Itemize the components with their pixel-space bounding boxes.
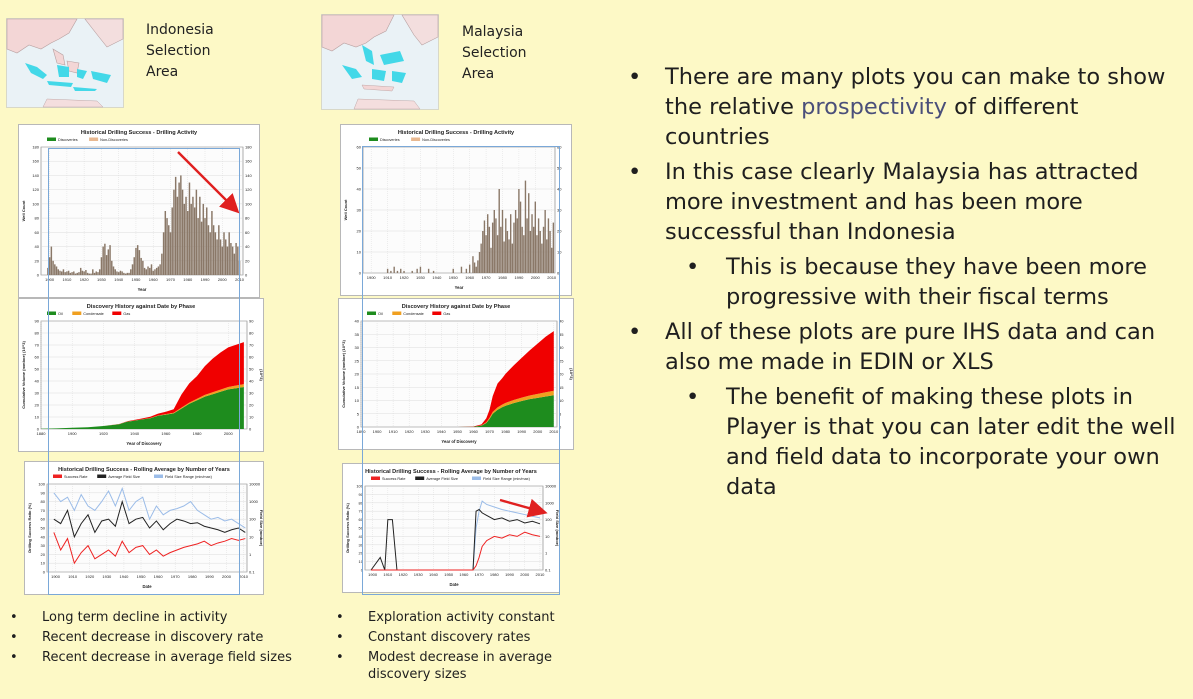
x-axis-label: Year of Discovery (126, 441, 162, 446)
legend-label: Gas (443, 312, 451, 316)
y2-tick-label: 10 (545, 533, 550, 539)
y-tick-label: 40 (34, 378, 39, 384)
y-tick-label: 90 (358, 491, 363, 497)
bullet-fiscal-terms: • This is because they have been more progressive with their fiscal terms (620, 252, 1180, 312)
legend-label: Gas (123, 312, 131, 316)
x-tick-label: 1880 (36, 431, 46, 436)
y-tick-label: 0 (42, 569, 45, 575)
malaysia-note: • Modest decrease in average discovery sizes (332, 649, 582, 683)
legend-label: Field Size Range (min/max) (165, 475, 212, 479)
x-tick-label: 2010 (239, 574, 249, 579)
y-tick-label: 50 (40, 525, 45, 531)
x-axis-label: Date (142, 584, 152, 589)
y2-tick-label: 40 (249, 378, 254, 384)
y2-tick-label: 30 (249, 390, 254, 396)
legend-label: Oil (378, 312, 383, 316)
x-tick-label: 1940 (432, 275, 442, 280)
legend-label: Non-Discoveries (422, 138, 450, 142)
x-tick-label: 1960 (153, 574, 163, 579)
y-tick-label: 0 (36, 426, 39, 432)
x-tick-label: 1980 (498, 275, 507, 280)
y2-tick-label: 20 (557, 228, 562, 234)
x-tick-label: 1900 (368, 572, 378, 577)
y2-tick-label: 10 (557, 249, 562, 255)
x-tick-label: 1950 (131, 277, 141, 282)
y-tick-label: 90 (40, 490, 45, 496)
y-tick-label: 50 (356, 165, 361, 171)
y-tick-label: 20 (40, 551, 45, 557)
indonesia-note: • Recent decrease in average field sizes (6, 649, 326, 666)
x-tick-label: 1910 (383, 275, 393, 280)
bullet-prospectivity: • There are many plots you can make to show the relative prospectivity of different countries (620, 62, 1180, 152)
y2-tick-label: 10000 (249, 481, 261, 487)
x-tick-label: 1900 (45, 277, 55, 282)
y2-tick-label: 40 (245, 244, 250, 250)
y-axis-label: Well Count (21, 200, 26, 222)
x-tick-label: 1980 (183, 277, 193, 282)
y2-tick-label: 20 (249, 402, 254, 408)
x-tick-label: 1930 (413, 572, 423, 577)
x-tick-label: 1920 (79, 277, 89, 282)
y-tick-label: 70 (358, 508, 363, 514)
x-tick-label: 1940 (130, 431, 140, 436)
y-tick-label: 40 (34, 244, 39, 250)
legend-label: Condensate (83, 312, 104, 316)
y-tick-label: 0 (36, 272, 39, 278)
legend-label: Discoveries (58, 138, 78, 142)
indonesia-decline-arrow (178, 152, 236, 210)
y2-axis-label: (10^3) (259, 369, 264, 381)
x-tick-label: 1920 (399, 275, 409, 280)
y-tick-label: 0 (358, 270, 361, 276)
y2-tick-label: 10 (249, 414, 254, 420)
y-tick-label: 20 (34, 258, 39, 264)
x-tick-label: 1940 (114, 277, 124, 282)
y-tick-label: 60 (356, 144, 361, 150)
x-tick-label: 1920 (404, 429, 414, 434)
x-tick-label: 1930 (96, 277, 106, 282)
y-tick-label: 40 (354, 318, 359, 324)
y2-tick-label: 30 (559, 345, 564, 350)
x-tick-label: 2000 (533, 429, 543, 434)
chart-title: Historical Drilling Success - Drilling Activity (397, 130, 515, 136)
x-tick-label: 1940 (429, 572, 438, 577)
y2-tick-label: 100 (545, 517, 552, 523)
x-tick-label: 1930 (420, 429, 430, 434)
y-tick-label: 160 (32, 158, 39, 164)
malaysia-note: • Constant discovery rates (332, 629, 582, 646)
y-tick-label: 80 (40, 499, 45, 505)
y-tick-label: 120 (32, 187, 39, 193)
y-tick-label: 15 (354, 384, 359, 390)
y2-tick-label: 20 (245, 258, 250, 264)
y2-tick-label: 20 (559, 371, 564, 377)
malaysia-notes (332, 609, 582, 686)
y-tick-label: 50 (358, 525, 363, 531)
y2-tick-label: 1 (545, 550, 548, 556)
y2-tick-label: 1 (249, 551, 252, 557)
y2-tick-label: 90 (249, 318, 254, 324)
y-tick-label: 70 (34, 342, 39, 348)
bullet-ihs-data: • All of these plots are pure IHS data and can also me made in EDIN or XLS (620, 317, 1180, 377)
y2-axis-label: Field Size (mmboe) (259, 509, 264, 547)
y-tick-label: 30 (356, 207, 361, 213)
x-tick-label: 2010 (235, 277, 245, 282)
x-tick-label: 1950 (136, 574, 146, 579)
y2-tick-label: 1000 (545, 500, 554, 506)
x-tick-label: 1910 (388, 429, 398, 434)
y2-tick-label: 160 (245, 158, 252, 164)
y-tick-label: 5 (356, 411, 359, 417)
x-tick-label: 1990 (514, 275, 524, 280)
y2-tick-label: 50 (557, 165, 562, 171)
y-tick-label: 10 (358, 559, 363, 565)
y2-tick-label: 10000 (545, 483, 557, 489)
y-tick-label: 10 (356, 249, 361, 255)
y-tick-label: 35 (354, 331, 359, 337)
y2-tick-label: 35 (559, 331, 564, 337)
y2-tick-label: 70 (249, 342, 254, 348)
y-tick-label: 20 (358, 550, 363, 556)
y-tick-label: 30 (34, 390, 39, 396)
y-axis-label: Cumulative Volume (mmboe) (10^3) (21, 341, 26, 409)
y2-tick-label: 60 (245, 229, 250, 235)
y2-tick-label: 60 (557, 144, 562, 150)
x-tick-label: 1900 (372, 429, 382, 434)
x-tick-label: 1940 (436, 429, 446, 434)
x-tick-label: 1980 (489, 572, 499, 577)
y-tick-label: 60 (34, 229, 39, 235)
y-tick-label: 0 (360, 567, 363, 573)
y2-tick-label: 40 (557, 186, 562, 192)
chart-title: Historical Drilling Success - Rolling Average by Number of Years (58, 467, 230, 473)
y2-tick-label: 50 (249, 366, 254, 372)
legend-label: Discoveries (380, 138, 400, 142)
y-tick-label: 10 (34, 414, 39, 420)
y-tick-label: 60 (34, 354, 39, 360)
x-tick-label: 1900 (51, 574, 61, 579)
x-tick-label: 1960 (148, 277, 158, 282)
x-tick-label: 1920 (398, 572, 408, 577)
x-tick-label: 1980 (187, 574, 197, 579)
y2-tick-label: 80 (249, 330, 254, 336)
y-tick-label: 0 (356, 424, 359, 430)
chart-title: Discovery History against Date by Phase (86, 304, 196, 310)
x-tick-label: 1960 (465, 275, 475, 280)
y2-tick-label: 100 (249, 516, 256, 522)
x-tick-label: 2010 (549, 429, 559, 434)
y2-tick-label: 100 (245, 201, 252, 207)
y-tick-label: 80 (34, 215, 39, 221)
x-axis-label: Year (137, 287, 147, 292)
y-tick-label: 25 (354, 358, 359, 364)
legend-label: Success Rate (382, 477, 406, 481)
y-axis-label: Well Count (343, 199, 348, 221)
y-tick-label: 10 (40, 560, 45, 566)
x-tick-label: 1930 (102, 574, 112, 579)
y-tick-label: 80 (34, 330, 39, 336)
legend-label: Average Field Size (108, 475, 141, 479)
y-tick-label: 40 (356, 186, 361, 192)
y2-tick-label: 60 (249, 354, 254, 360)
x-tick-label: 1910 (383, 572, 393, 577)
x-tick-label: 1970 (485, 429, 494, 434)
legend-label: Condensate (403, 312, 424, 316)
x-tick-label: 1960 (459, 572, 469, 577)
y2-tick-label: 0 (249, 426, 252, 432)
y-tick-label: 80 (358, 500, 363, 506)
x-tick-label: 1960 (469, 429, 478, 434)
x-tick-label: 1930 (415, 275, 425, 280)
y2-tick-label: 0.1 (545, 567, 551, 573)
y-axis-label: Cumulative Volume (mmboe) (10^3) (341, 340, 346, 408)
x-tick-label: 1990 (517, 429, 527, 434)
x-tick-label: 1970 (474, 572, 484, 577)
y2-tick-label: 140 (245, 172, 252, 178)
y-tick-label: 100 (38, 481, 45, 487)
legend-label: Success Rate (64, 475, 88, 479)
y-tick-label: 40 (358, 533, 363, 539)
chart-title: Historical Drilling Success - Drilling Activity (80, 130, 198, 136)
y2-tick-label: 30 (557, 207, 562, 213)
x-tick-label: 2010 (547, 275, 557, 280)
x-tick-label: 1900 (366, 275, 376, 280)
y2-tick-label: 40 (559, 318, 564, 324)
y-tick-label: 40 (40, 534, 45, 540)
x-tick-label: 1920 (98, 431, 108, 436)
y-tick-label: 70 (40, 507, 45, 513)
x-tick-label: 2000 (530, 275, 540, 280)
y2-tick-label: 80 (245, 215, 250, 221)
y-tick-label: 50 (34, 366, 39, 372)
y2-tick-label: 120 (245, 187, 252, 193)
y-tick-label: 140 (32, 172, 39, 178)
y2-tick-label: 15 (559, 384, 564, 390)
legend-label: Average Field Size (426, 477, 459, 481)
y2-tick-label: 0 (559, 424, 562, 430)
x-tick-label: 1970 (166, 277, 175, 282)
indonesia-note: • Long term decline in activity (6, 609, 326, 626)
x-tick-label: 1960 (161, 431, 171, 436)
x-axis-label: Year (454, 285, 464, 290)
y-tick-label: 180 (32, 144, 39, 150)
x-tick-label: 1980 (501, 429, 511, 434)
x-tick-label: 1920 (85, 574, 95, 579)
y2-axis-label: Field Size (mmboe) (555, 509, 560, 547)
x-tick-label: 1950 (452, 429, 462, 434)
y-tick-label: 10 (354, 398, 359, 403)
y-tick-label: 30 (354, 345, 359, 350)
x-tick-label: 1890 (356, 429, 366, 434)
malaysia-map-label: Malaysia Selection Area (462, 24, 527, 82)
malaysia-note: • Exploration activity constant (332, 609, 582, 626)
x-tick-label: 2000 (520, 572, 530, 577)
x-tick-label: 1990 (204, 574, 214, 579)
y2-tick-label: 0.1 (249, 569, 255, 575)
y2-axis-label: (10^3) (569, 368, 574, 380)
y-tick-label: 60 (40, 516, 45, 522)
x-tick-label: 1980 (192, 431, 202, 436)
chart-title: Historical Drilling Success - Rolling Average by Number of Years (365, 469, 537, 475)
x-axis-label: Date (449, 582, 459, 587)
chart-title: Discovery History against Date by Phase (401, 304, 511, 310)
y-tick-label: 20 (356, 228, 361, 234)
y2-tick-label: 0 (557, 270, 560, 276)
x-tick-label: 1910 (68, 574, 78, 579)
summary-bullets (620, 62, 1180, 507)
y2-tick-label: 5 (559, 411, 562, 417)
x-tick-label: 1970 (481, 275, 491, 280)
y-tick-label: 90 (34, 318, 39, 324)
indonesia-note: • Recent decrease in discovery rate (6, 629, 326, 646)
y2-tick-label: 1000 (249, 499, 258, 505)
y-tick-label: 100 (356, 483, 363, 489)
y2-tick-label: 180 (245, 144, 252, 150)
malaysia-trend-arrow (500, 500, 543, 512)
x-tick-label: 1910 (62, 277, 72, 282)
x-tick-label: 1940 (119, 574, 129, 579)
bullet-player-benefit: • The benefit of making these plots in Player is that you can later edit the well and field data to incorporate your own data (620, 382, 1180, 502)
x-axis-label: Year of Discovery (441, 439, 477, 444)
indonesia-map-label: Indonesia Selection Area (146, 22, 214, 80)
y2-tick-label: 0 (245, 272, 248, 278)
x-tick-label: 1970 (170, 574, 180, 579)
y-tick-label: 30 (40, 543, 45, 549)
y2-tick-label: 25 (559, 358, 564, 364)
y-tick-label: 20 (34, 402, 39, 408)
legend-label: Field Size Range (min/max) (483, 477, 530, 481)
x-tick-label: 1950 (444, 572, 454, 577)
bullet-malaysia-investment: • In this case clearly Malaysia has attracted more investment and has been more successful than Indonesia (620, 157, 1180, 247)
x-tick-label: 2000 (217, 277, 227, 282)
x-tick-label: 2000 (222, 574, 231, 579)
x-tick-label: 2010 (535, 572, 545, 577)
y-tick-label: 30 (358, 542, 363, 548)
y-axis-label: Drilling Success Ratio (%) (345, 503, 350, 553)
y-tick-label: 20 (354, 371, 359, 377)
y2-tick-label: 10 (249, 534, 254, 540)
prospectivity-highlight: prospectivity (801, 94, 947, 120)
indonesia-notes (6, 609, 326, 669)
x-tick-label: 1990 (505, 572, 514, 577)
x-tick-label: 1990 (200, 277, 210, 282)
x-tick-label: 2000 (223, 431, 233, 436)
x-tick-label: 1900 (67, 431, 77, 436)
legend-label: Non-Discoveries (100, 138, 128, 142)
legend-label: Oil (58, 312, 63, 316)
y-tick-label: 60 (358, 517, 363, 523)
y-tick-label: 100 (32, 201, 39, 207)
y-axis-label: Drilling Success Ratio (%) (27, 503, 32, 553)
x-tick-label: 1950 (448, 275, 458, 280)
y2-tick-label: 10 (559, 398, 564, 403)
